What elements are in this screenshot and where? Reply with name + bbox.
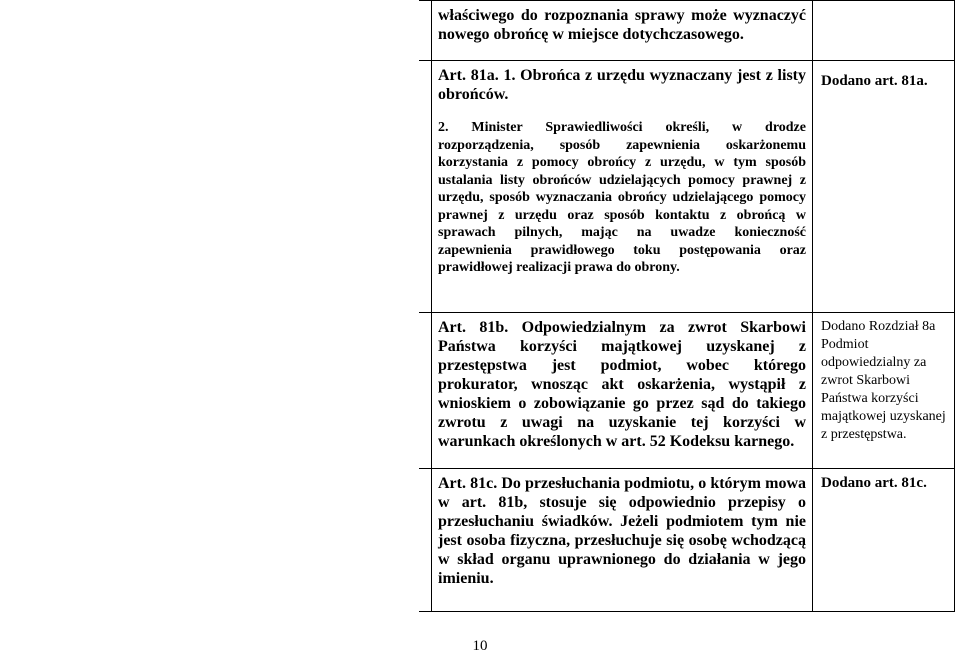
margin-cell: [419, 61, 432, 313]
text-cell: [432, 1, 813, 61]
page-number: 10: [472, 638, 488, 654]
table-row: [419, 61, 955, 313]
amendment-note: Dodano art. 81a.: [821, 73, 928, 89]
note-cell: [813, 61, 955, 313]
table-row: [419, 313, 955, 469]
paragraph: 2. Minister Sprawiedliwości określi, w drodze rozporządzenia, sposób zapewnienia oskarżonemu korzystania z pomocy obrońcy z urzędu, w tym sposób ustalania listy obrońców udzielających pomocy prawnej z urzędu, sposób wyznaczania obrońcy udzielającego pomocy prawnej z urzędu oraz sposób kontaktu z obrońcą w sprawach pilnych, mając na uwadze konieczność zapewnienia prawidłowego toku postępowania oraz prawidłowej realizacji prawa do obrony.: [438, 120, 806, 275]
document-table: [419, 0, 955, 612]
paragraph: Art. 81b. Odpowiedzialnym za zwrot Skarbowi Państwa korzyści majątkowej uzyskanej z przestępstwa jest podmiot, wobec którego prokurator, wnosząc akt oskarżenia, wystąpił z wnioskiem o zobowiązanie go przez sąd do takiego zwrotu z uwagi na uzyskanie tej korzyści w warunkach określonych w art. 52 Kodeksu karnego.: [438, 319, 806, 450]
paragraph: Art. 81c. Do przesłuchania podmiotu, o którym mowa w art. 81b, stosuje się odpowiednio przepisy o przesłuchaniu świadków. Jeżeli podmiotem tym nie jest osoba fizyczna, przesłuchuje się osobę wchodzącą w skład organu uprawnionego do działania w jego imieniu.: [438, 475, 806, 587]
margin-cell: [419, 469, 432, 612]
table-row: [419, 469, 955, 612]
table-row: [419, 1, 955, 61]
text-cell: [432, 61, 813, 313]
margin-cell: [419, 1, 432, 61]
note-cell: [813, 469, 955, 612]
amendment-note: Dodano art. 81c.: [821, 475, 927, 491]
margin-cell: [419, 313, 432, 469]
note-cell: [813, 313, 955, 469]
paragraph: właściwego do rozpoznania sprawy może wyznaczyć nowego obrońcę w miejsce dotychczasowego.: [438, 7, 806, 43]
text-cell: [432, 469, 813, 612]
text-cell: [432, 313, 813, 469]
paragraph: Art. 81a. 1. Obrońca z urzędu wyznaczany jest z listy obrońców.: [438, 67, 806, 103]
amendment-note: Dodano Rozdział 8a Podmiot odpowiedzialny za zwrot Skarbowi Państwa korzyści majątkowej uzyskanej z przestępstwa.: [821, 319, 946, 442]
note-cell: [813, 1, 955, 61]
